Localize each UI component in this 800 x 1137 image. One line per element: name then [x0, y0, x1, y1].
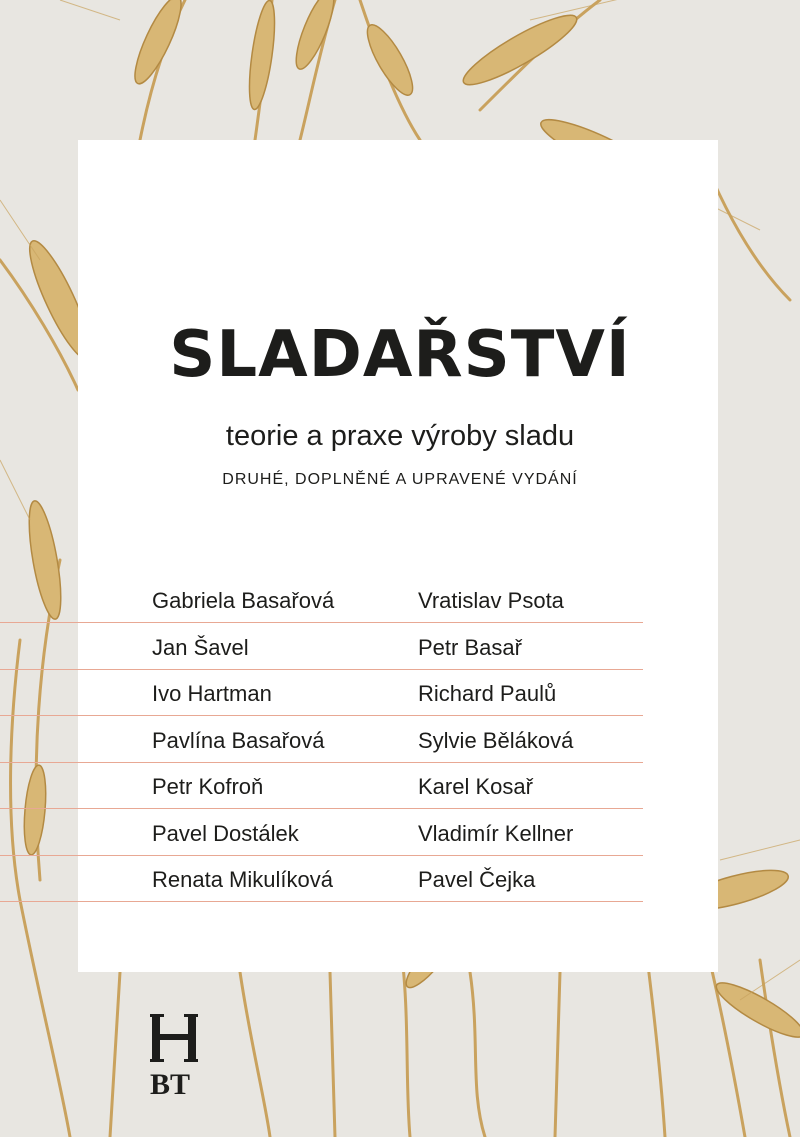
author-name: Ivo Hartman	[152, 681, 272, 706]
book-title: SLADAŘSTVÍ	[169, 318, 631, 392]
author-name: Karel Kosař	[418, 774, 533, 799]
publisher-logo-text: BT	[150, 1068, 191, 1097]
author-name: Sylvie Běláková	[418, 727, 574, 753]
author-name: Jan Šavel	[152, 634, 249, 660]
author-name: Gabriela Basařová	[152, 588, 335, 613]
divider-rule	[0, 715, 643, 716]
divider-rule	[0, 901, 643, 902]
divider-rule	[0, 855, 643, 856]
author-name: Pavlína Basařová	[152, 727, 325, 753]
author-name: Richard Paulů	[418, 681, 557, 706]
author-name: Pavel Dostálek	[152, 820, 299, 846]
author-name: Pavel Čejka	[418, 867, 536, 892]
author-name: Vratislav Psota	[418, 588, 564, 613]
divider-rule	[0, 622, 643, 623]
author-name: Renata Mikulíková	[152, 867, 333, 892]
publisher-logo-hbt	[150, 1012, 202, 1097]
author-name: Vladimír Kellner	[418, 820, 574, 846]
author-name: Petr Basař	[418, 634, 522, 660]
cover-panel	[78, 140, 718, 972]
book-subtitle: teorie a praxe výroby sladu	[225, 420, 575, 452]
divider-rule	[0, 669, 643, 670]
edition-note: DRUHÉ, DOPLNĚNÉ A UPRAVENÉ VYDÁNÍ	[222, 471, 578, 488]
divider-rule	[0, 808, 643, 809]
author-name: Petr Kofroň	[152, 774, 264, 799]
divider-rule	[0, 762, 643, 763]
